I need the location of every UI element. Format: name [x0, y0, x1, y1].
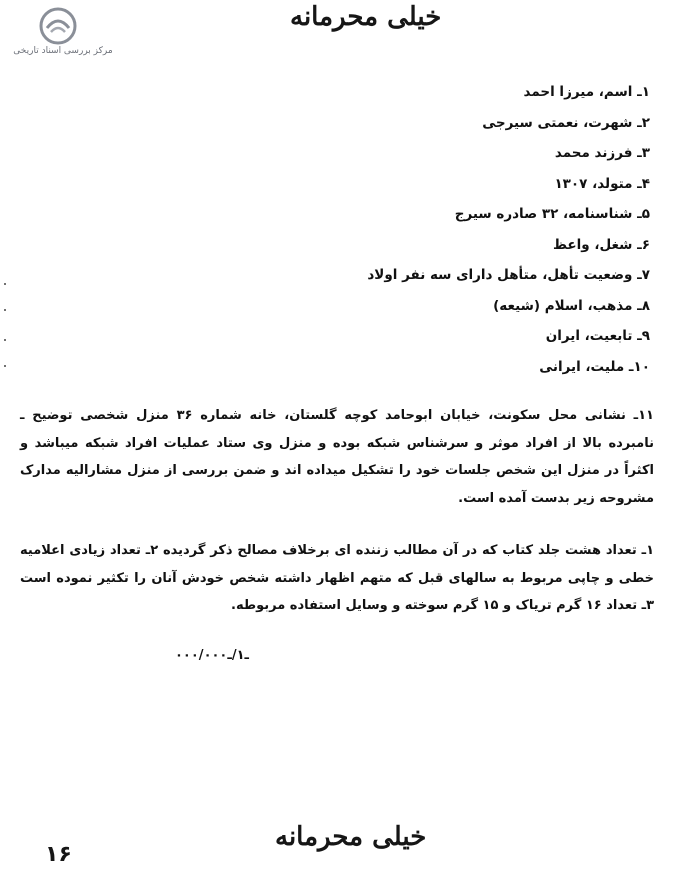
archive-logo	[8, 6, 118, 62]
archive-logo-text: مرکز بررسی اسناد تاریخی	[13, 46, 113, 56]
list-item: ۱ـ اسم، میرزا احمد	[523, 84, 650, 100]
date-line: ۰۰۰/ـ۱/ـ۰۰۰	[175, 648, 249, 663]
list-item: ۶ـ شغل، واعظ	[552, 236, 650, 253]
list-item: ۹ـ تابعیت، ایران	[545, 328, 650, 344]
personal-info-list	[230, 80, 650, 385]
classification-footer: خیلی محرمانه	[275, 822, 427, 852]
list-item: ۵ـ شناسنامه، ۳۲ صادره سیرج	[454, 206, 650, 222]
list-item: ۸ـ مذهب، اسلام (شیعه)	[493, 297, 650, 314]
address-paragraph: ۱۱ـ نشانی محل سکونت، خیابان ابوحامد کوچه گلستان، خانه شماره ۳۶ منزل شخصی توضیح ـ نامبرده بالا از افراد موثر و سرشناس شبکه بوده و منزل وی ستاد عملیات افراد شبکه میباشد و اکثراً در منزل این شخص جلسات خود را تشکیل میداده اند و ضمن بررسی از منزل مشارالیه مدارک مشروحه زیر بدست آمده است.	[20, 408, 654, 506]
archive-seal-icon	[38, 6, 78, 46]
list-item: ۳ـ فرزند محمد	[554, 145, 650, 161]
list-item: ۱۰ـ ملیت، ایرانی	[539, 358, 650, 375]
classification-header: خیلی محرمانه	[290, 2, 442, 32]
list-item: ۷ـ وضعیت تأهل، متأهل دارای سه نفر اولاد	[367, 267, 650, 283]
seized-items-paragraph: ۱ـ تعداد هشت جلد کتاب که در آن مطالب زننده ای برخلاف مصالح ذکر گردیده ۲ـ تعداد زیادی اعلامیه خطی و چاپی مربوط به سالهای قبل که متهم اظهار داشته شخص خودش آنان را تکثیر نموده است ۳ـ تعداد ۱۶ گرم تریاک و ۱۵ گرم سوخته و وسایل استفاده مربوطه.	[20, 543, 654, 613]
list-item: ۴ـ متولد، ۱۳۰۷	[554, 175, 650, 192]
list-item: ۲ـ شهرت، نعمتی سیرجی	[482, 114, 650, 131]
page-number: ۱۶	[45, 842, 72, 867]
margin-marks	[2, 280, 8, 370]
